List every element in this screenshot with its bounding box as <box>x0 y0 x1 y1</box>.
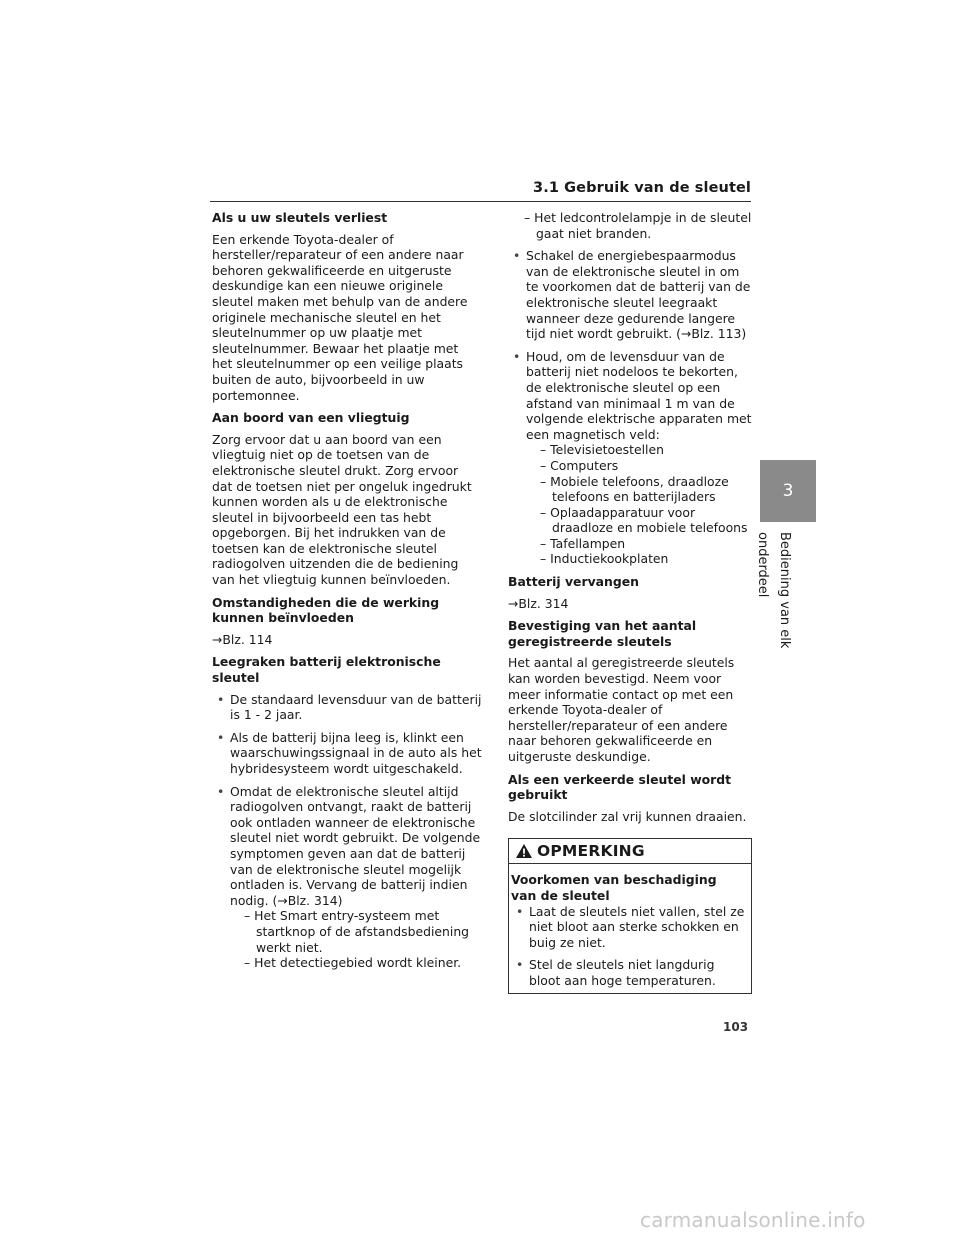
paragraph-registered-keys: Het aantal al geregistreerde sleutels kan worden bevestigd. Neem voor meer informatie contact op met een erkende Toyota-dealer of hersteller/reparateur of een andere naar behoren gekwalificeerde en uitgeruste deskundige. <box>508 655 735 764</box>
list-item: – Tafellampen <box>540 535 626 551</box>
list-item-text: Houd, om de levensduur van de batterij niet nodeloos te bekorten, de elektronische sleutel op een afstand van minimaal 1 m van de volgende elektrische apparaten met een magnetisch veld: <box>526 348 752 442</box>
chapter-tab[interactable] <box>760 460 816 522</box>
warning-icon <box>515 843 533 859</box>
list-item: – Televisietoestellen <box>540 442 664 458</box>
list-item: • Stel de sleutels niet langdurig bloot aan hoge temperaturen. <box>511 957 746 988</box>
list-item <box>212 784 482 971</box>
notice-title: OPMERKING <box>537 841 645 860</box>
chapter-number: 3 <box>782 481 794 501</box>
heading-wrong-key: Als een verkeerde sleutel wordt gebruikt <box>508 771 732 803</box>
heading-replace-battery: Batterij vervangen <box>508 574 639 590</box>
paragraph-wrong-key: De slotcilinder zal vrij kunnen draaien. <box>508 808 747 824</box>
paragraph-lost-keys: Een erkende Toyota-dealer of hersteller/reparateur of een andere naar behoren gekwalificeerde en uitgeruste deskundige kan een nieuwe originele sleutel maken met behulp van de andere originele mechanische sleutel en het sleutelnummer op uw plaatje met sleutelnummer. Bewaar het plaatje met het sleutelnummer op een veilige plaats buiten de auto, bijvoorbeeld in uw portemonnee. <box>212 231 468 403</box>
list-item: – Het Smart entry-systeem met startknop of de afstandsbediening werkt niet. <box>244 908 470 955</box>
list-item: • De standaard levensduur van de batterij is 1 - 2 jaar. <box>212 692 482 723</box>
heading-lost-keys: Als u uw sleutels verliest <box>212 210 388 225</box>
tips-bullet-list <box>508 248 752 567</box>
page-number: 103 <box>723 1020 749 1034</box>
symptom-list-continued <box>508 210 752 241</box>
section-header <box>210 180 751 202</box>
list-item <box>508 349 752 567</box>
list-item: – Inductiekookplaten <box>540 551 669 567</box>
list-item: – Het detectiegebied wordt kleiner. <box>244 955 462 971</box>
right-column <box>508 210 752 994</box>
notice-heading: Voorkomen van beschadiging van de sleutel <box>511 872 717 903</box>
list-item: • Schakel de energiebespaarmodus van de elektronische sleutel in om te voorkomen dat de batterij van de elektronische sleutel leegraakt wanneer deze gedurende langere tijd niet wordt gebruikt. (→Blz. 113) <box>508 248 752 342</box>
paragraph-airplane: Zorg ervoor dat u aan boord van een vliegtuig niet op de toetsen van de elektronische sleutel drukt. Zorg ervoor dat de toetsen niet per ongeluk ingedrukt kunnen worden als u de elektronische sleutel in bijvoorbeeld een tas hebt opgeborgen. Bij het indrukken van de toetsen kan de elektronische sleutel radiogolven uitzenden die de bediening van het vliegtuig kunnen beïnvloeden. <box>212 431 472 588</box>
heading-registered-keys: Bevestiging van het aantal geregistreerde sleutels <box>508 618 697 649</box>
reference-link-314[interactable]: →Blz. 314 <box>508 595 569 611</box>
left-column <box>212 210 482 978</box>
notice-box <box>508 838 752 993</box>
list-item-text: Omdat de elektronische sleutel altijd radiogolven ontvangt, raakt de batterij ook ontladen wanneer de elektronische sleutel niet wordt gebruikt. De volgende symptomen geven aan dat de batterij van de elektronische sleutel mogelijk ontladen is. Vervang de batterij indien nodig. (→Blz. 314) <box>230 783 481 908</box>
list-item: – Mobiele telefoons, draadloze telefoons en batterijladers <box>540 473 729 505</box>
watermark: carmanualsonline.info <box>640 1208 866 1232</box>
battery-bullet-list <box>212 692 482 971</box>
heading-battery-depletion: Leegraken batterij elektronische sleutel <box>212 654 441 686</box>
heading-airplane: Aan boord van een vliegtuig <box>212 410 410 426</box>
list-item: • Als de batterij bijna leeg is, klinkt een waarschuwingssignaal in de auto als het hybridesysteem wordt uitgeschakeld. <box>212 730 482 777</box>
reference-link-114[interactable]: →Blz. 114 <box>212 631 273 647</box>
notice-bullet-list <box>511 904 746 989</box>
notice-header <box>509 839 751 864</box>
section-title: 3.1 Gebruik van de sleutel <box>533 180 751 196</box>
chapter-label: Bediening van elk onderdeel <box>755 532 792 649</box>
list-item: – Oplaadapparatuur voor draadloze en mobiele telefoons <box>540 504 748 536</box>
list-item: • Laat de sleutels niet vallen, stel ze niet bloot aan sterke schokken en buig ze niet. <box>511 904 746 951</box>
list-item: – Het ledcontrolelampje in de sleutel gaat niet branden. <box>524 210 752 241</box>
device-list <box>526 442 752 567</box>
symptom-list <box>230 908 482 970</box>
heading-conditions: Omstandigheden die de werking kunnen beïnvloeden <box>212 594 440 626</box>
list-item: – Computers <box>540 457 619 473</box>
